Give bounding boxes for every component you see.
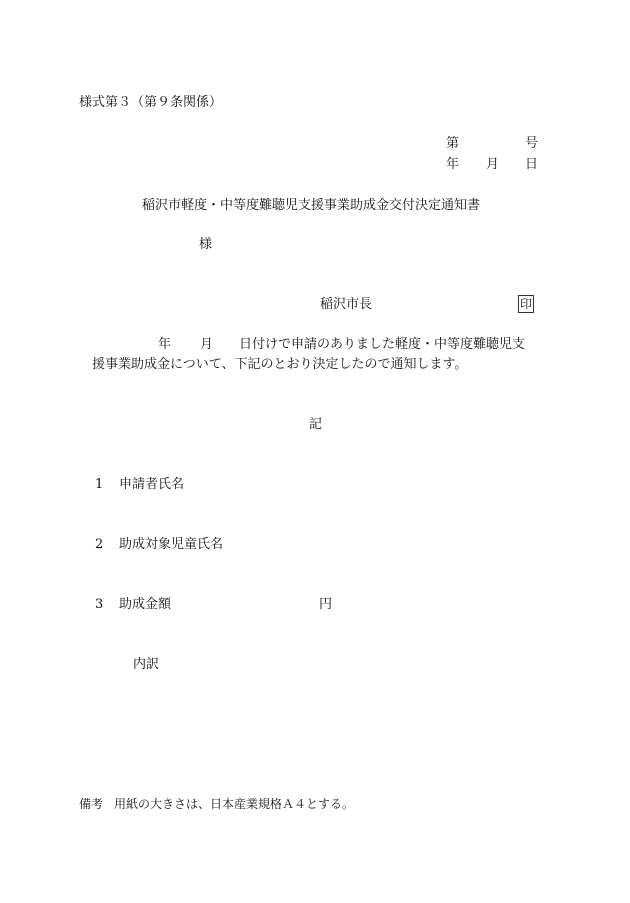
item-2-number: 2	[95, 537, 104, 552]
seal-text: 印	[520, 297, 533, 311]
remarks-text: 用紙の大きさは、日本産業規格Ａ４とする。	[114, 797, 355, 811]
seal-mark	[518, 295, 534, 313]
ki-heading: 記	[309, 417, 323, 432]
addressee-suffix: 様	[199, 237, 213, 252]
body-line1: 日付けで申請のありました軽度・中等度難聴児支	[239, 337, 526, 352]
date-month: 月	[486, 157, 500, 172]
item-3-label: 助成金額	[119, 597, 172, 612]
item-3-unit: 円	[319, 597, 333, 612]
body-line2: 援事業助成金について、下記のとおり決定したので通知します。	[92, 357, 468, 372]
item-1-number: 1	[95, 477, 104, 492]
document-title: 稲沢市軽度・中等度難聴児支援事業助成金交付決定通知書	[142, 198, 481, 213]
number-suffix: 号	[525, 136, 539, 151]
item-1-label: 申請者氏名	[119, 477, 185, 492]
issuer: 稲沢市長	[320, 297, 373, 312]
item-2-label: 助成対象児童氏名	[119, 537, 224, 552]
number-prefix: 第	[446, 136, 460, 151]
remarks-label: 備考	[79, 797, 104, 811]
body-month: 月	[200, 337, 214, 352]
date-day: 日	[525, 157, 539, 172]
item-3-number: 3	[95, 597, 104, 612]
body-year: 年	[158, 337, 172, 352]
date-year: 年	[446, 157, 460, 172]
breakdown-label: 内訳	[133, 657, 160, 672]
form-number: 様式第３（第９条関係）	[79, 95, 223, 110]
